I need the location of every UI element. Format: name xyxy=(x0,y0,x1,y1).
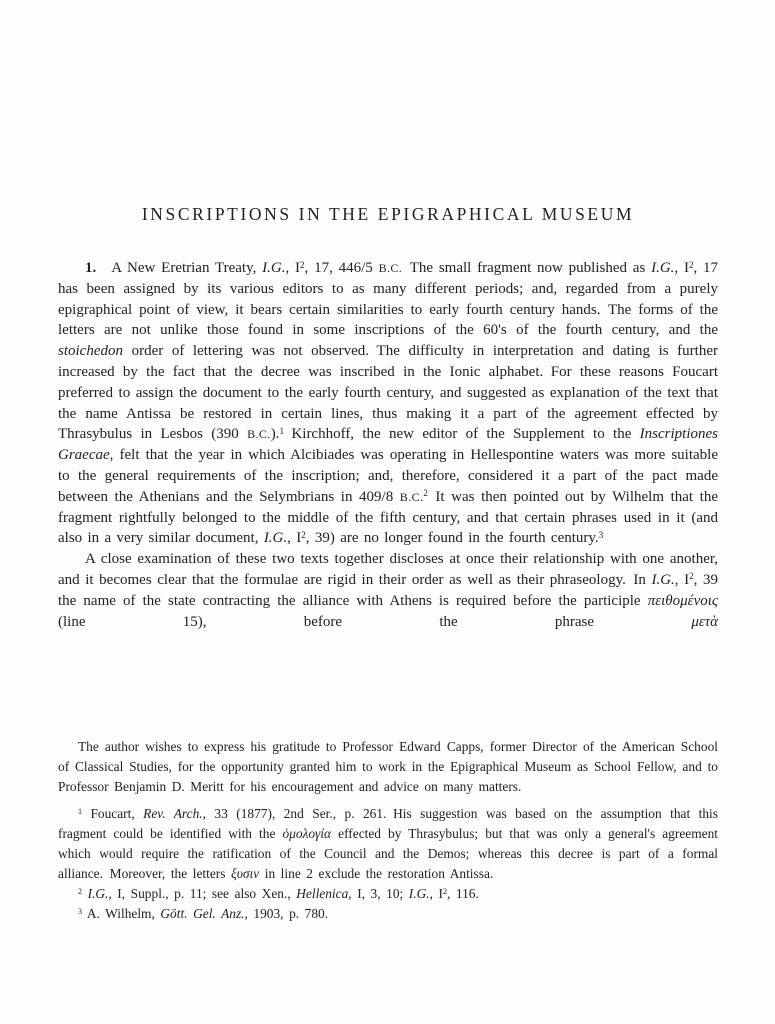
acknowledgment-note xyxy=(58,737,718,797)
footnote-number-2: 2 xyxy=(78,886,83,896)
edition-superscript: 2 xyxy=(689,571,694,582)
text-run: , 39) are no longer found in the fourth century. xyxy=(305,530,599,547)
text-run: A close examination of these two texts together discloses at once their relationship with one another, and it becomes clear that the formulae are rigid in their order as well as their phraseology. In xyxy=(58,551,718,588)
text-run: πειθομένοις xyxy=(647,592,718,609)
text-run: , I xyxy=(674,260,689,276)
text-run: , I, 3, 10; xyxy=(348,886,409,901)
text-run: , I xyxy=(429,886,443,901)
text-run: , I xyxy=(285,260,301,276)
text-run: ξυσιν xyxy=(231,866,260,881)
text-run: , felt that the year in which Alcibiades was operating in Hellespontine waters was more suitable to the general requirements of the inscription; and, therefore, considered it a part of the pact made between the Athenians and the Selymbrians in 409/8 xyxy=(58,447,718,505)
text-run: A New Eretrian Treaty, xyxy=(96,260,263,276)
footnote-ref-2: 2 xyxy=(423,488,428,499)
body-text xyxy=(58,258,718,632)
text-run: μετὰ xyxy=(691,613,718,630)
footnote-number-1: 1 xyxy=(78,806,83,816)
edition-superscript: 2 xyxy=(688,259,694,270)
text-run: Foucart, xyxy=(82,806,144,821)
text-run: , I xyxy=(674,571,690,588)
text-run: , 116. xyxy=(447,886,479,901)
text-run: ). xyxy=(270,426,280,443)
text-run: The author wishes to express his gratitude to Professor Edward Capps, former Director of the American School of Classical Studies, for the opportunity granted him to work in the Epigraphical Museum as School Fellow, and to Professor Benjamin D. Meritt for his encouragement and advice on many matters. xyxy=(58,739,718,794)
text-run: It was then pointed out by Wilhelm that the fragment rightfully belonged to the middle of the fifth century, and that certain phrases used in it (and also in a very similar document, xyxy=(58,488,718,547)
text-run: B.C. xyxy=(247,427,271,442)
footnote-3 xyxy=(58,904,718,924)
text-run: I.G. xyxy=(262,260,286,276)
text-run: I.G. xyxy=(87,886,109,901)
text-run: B.C. xyxy=(399,489,424,504)
text-run: , 33 (1877), 2nd Ser., p. 261. His suggestion was based on the assumption that this fragment could be identified with the xyxy=(58,806,718,841)
text-run: Gött. Gel. Anz. xyxy=(160,906,245,921)
text-run: Inscriptiones Graecae xyxy=(58,426,718,464)
text-run: Rev. Arch. xyxy=(143,806,203,821)
text-run: stoichedon xyxy=(58,343,123,360)
text-run: ὁμολογία xyxy=(282,826,332,841)
text-run: effected by Thrasybulus; but that was only a general's agreement which would require the ratification of the Council and the Demos; whereas this decree is part of a formal alliance. Moreover, the letters xyxy=(58,826,718,881)
footnote-2 xyxy=(58,884,718,904)
text-run: I.G. xyxy=(651,260,675,276)
edition-superscript: 2 xyxy=(301,529,306,540)
text-run: I.G. xyxy=(651,571,675,588)
text-run: I.G. xyxy=(408,886,430,901)
footnote-number-3: 3 xyxy=(78,906,83,916)
text-run: in line 2 exclude the restoration Antissa. xyxy=(259,866,494,881)
edition-superscript: 2 xyxy=(442,886,447,896)
footnote-ref-1: 1 xyxy=(279,425,284,436)
paragraph-1 xyxy=(58,258,718,549)
footnote-ref-3: 3 xyxy=(598,529,604,540)
paragraph-2 xyxy=(58,549,718,632)
text-run: order of lettering was not observed. The difficulty in interpretation and dating is further increased by the fact that the decree was inscribed in the Ionic alphabet. For these reasons Foucart preferred to assign the document to the early fourth century, and suggested as explanation of the text that the name Antissa be restored in certain lines, thus making it a part of the agreement effected by Thrasybulus in Lesbos (390 xyxy=(58,343,718,443)
text-run: , 39 the name of the state contracting the alliance with Athens is required before the participle xyxy=(58,571,718,609)
text-run: , 17, 446/5 xyxy=(304,260,379,276)
text-run: B.C. xyxy=(378,261,403,275)
text-run: , 1903, p. 780. xyxy=(244,906,329,921)
text-run: (line 15), before the phrase xyxy=(58,613,692,630)
text-run: , I xyxy=(287,530,302,547)
edition-superscript: 2 xyxy=(300,259,305,270)
text-run: , 17 has been assigned by its various editors to as many different periods; and, regarded from a purely epigraphical point of view, it bears certain similarities to early fourth century hands. The forms of the letters are not unlike those found in some inscriptions of the 60's of the fourth century, and the xyxy=(58,260,718,339)
section-number: 1. xyxy=(85,260,97,276)
text-run: Hellenica xyxy=(296,886,349,901)
footnotes-section xyxy=(58,737,718,924)
article-title: INSCRIPTIONS IN THE EPIGRAPHICAL MUSEUM xyxy=(141,204,635,224)
text-run: , I, Suppl., p. 11; see also Xen., xyxy=(108,886,297,901)
text-run: Kirchhoff, the new editor of the Supplement to the xyxy=(283,426,640,443)
text-run: I.G. xyxy=(263,530,288,547)
text-run: The small fragment now published as xyxy=(402,260,652,276)
footnote-1 xyxy=(58,804,718,884)
text-run: A. Wilhelm, xyxy=(82,906,161,921)
